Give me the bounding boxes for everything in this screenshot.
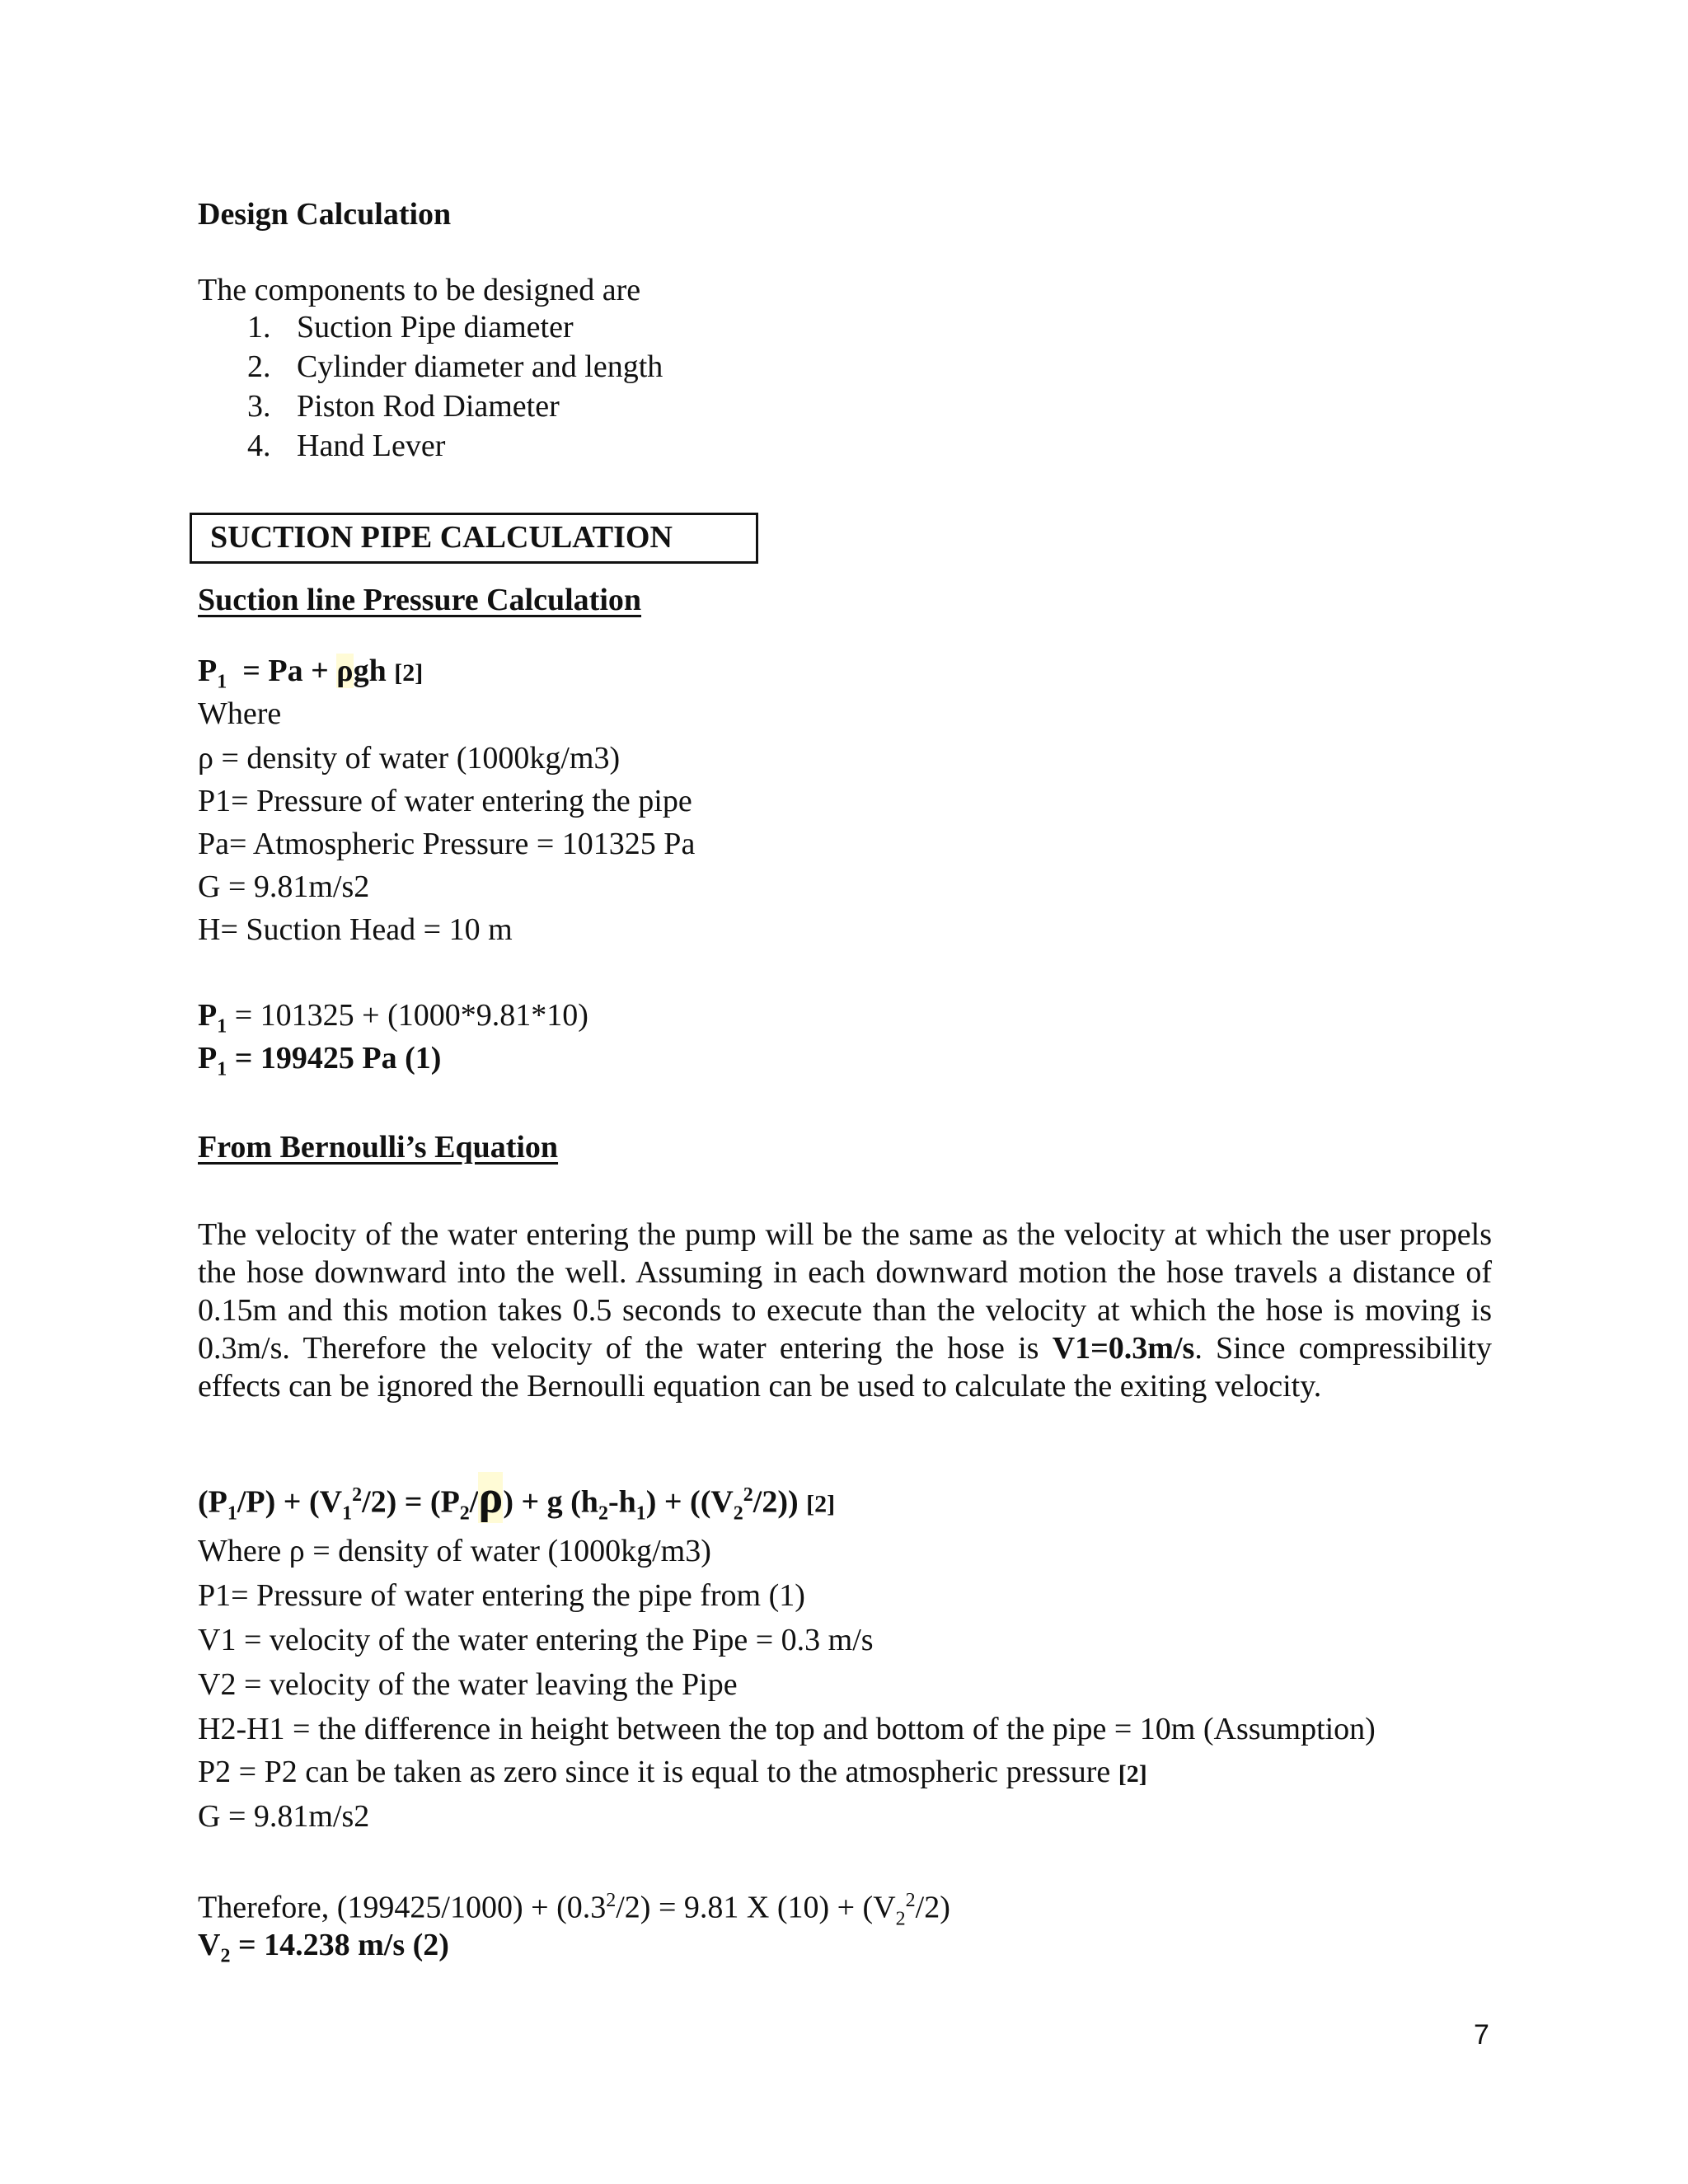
definition-line: G = 9.81m/s2: [198, 1799, 370, 1834]
calculation-line: $P_1 = 101325 + (1000*9.81*10)$: [198, 998, 588, 1038]
page-title: Design Calculation: [198, 197, 452, 232]
definition-line: V2 = velocity of the water leaving the Pipe: [198, 1667, 738, 1702]
definition-line: H= Suction Head = 10 m: [198, 912, 513, 947]
section-box: [190, 513, 758, 564]
where-label: Where: [198, 696, 282, 731]
page-number: 7: [1474, 2019, 1489, 2050]
definition-line: ρ = density of water (1000kg/m3): [198, 741, 621, 776]
definition-line: G = 9.81m/s2: [198, 869, 370, 904]
list-item: 1. Suction Pipe diameter: [247, 310, 574, 344]
definition-line: Where ρ = density of water (1000kg/m3): [198, 1534, 711, 1568]
box-heading: SUCTION PIPE CALCULATION: [210, 520, 673, 555]
explanation-paragraph: The velocity of the water entering the pump will be the same as the velocity at which the user propels the hose downward into the well. Assuming in each downward motion the hose travels a distance of 0.15m and this motion takes 0.5 seconds to execute than the velocity at which the hose is moving is 0.3m/s. Therefore the velocity of the water entering the hose is V1=0.3m/s. Since compressibility effects can be ignored the Bernoulli equation can be used to calculate the exiting velocity.: [198, 1217, 1492, 1404]
therefore-line: Therefore, $(199425/1000) + (0.3^2/2) = 9.81$ X $(10) + (V_2^2/2)$: [198, 1890, 950, 1930]
definition-line: P2 = P2 can be taken as zero since it is equal to the atmospheric pressure [2]: [198, 1755, 1147, 1789]
section-heading-pressure: Suction line Pressure Calculation: [198, 583, 642, 617]
definition-line: V1 = velocity of the water entering the Pipe = 0.3 m/s: [198, 1623, 874, 1657]
definition-line: P1= Pressure of water entering the pipe: [198, 784, 692, 818]
list-item: 2. Cylinder diameter and length: [247, 349, 663, 384]
equation-p1: $P_1 = Pa + \rho gh$ [2]: [198, 654, 424, 693]
definition-line: Pa= Atmospheric Pressure = 101325 Pa: [198, 827, 696, 861]
bernoulli-equation: $(P_1/P) + (V_1^2/2) = (P_2/\rho) + g$ $(h_2-h_1) + ((V_2^2/2))$ [2]: [198, 1471, 836, 1525]
list-item: 4. Hand Lever: [247, 429, 446, 463]
final-result: $V_2 = 14.238$ m/s (2): [198, 1928, 449, 1967]
section-heading-bernoulli: From Bernoulli’s Equation: [198, 1130, 559, 1165]
intro-text: The components to be designed are: [198, 273, 641, 307]
definition-line: H2-H1 = the difference in height between the top and bottom of the pipe = 10m (Assumption): [198, 1712, 1376, 1746]
calculation-result: $P_1 = 199425$ Pa (1): [198, 1041, 442, 1080]
definition-line: P1= Pressure of water entering the pipe from (1): [198, 1578, 805, 1613]
components-list: [247, 307, 663, 466]
list-item: 3. Piston Rod Diameter: [247, 389, 560, 424]
